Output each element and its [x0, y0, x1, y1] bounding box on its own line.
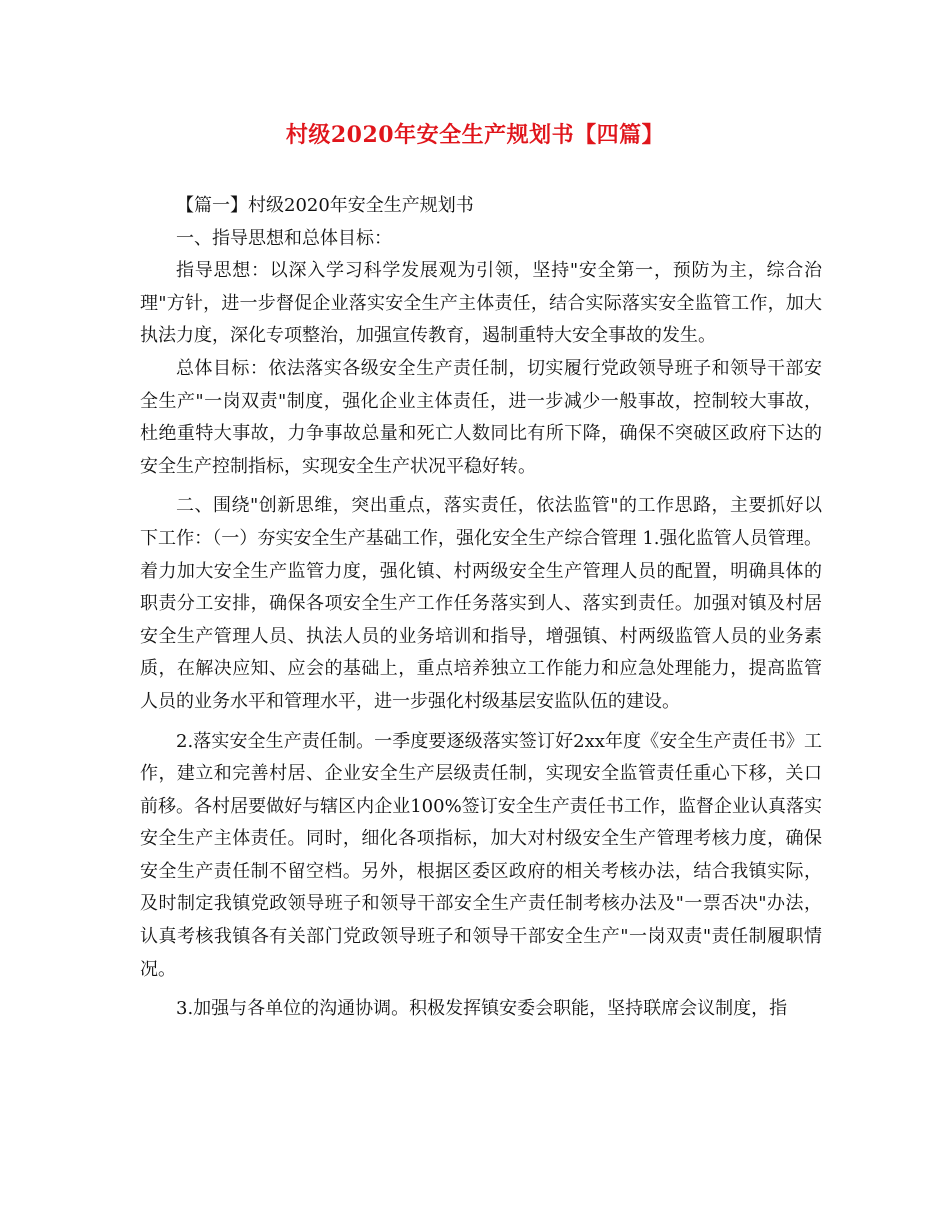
paragraph-work-ideas: 二、围绕"创新思维，突出重点，落实责任，依法监管"的工作思路，主要抓好以下工作：（一）夯实安全生产基础工作，强化安全生产综合管理 1.强化监管人员管理。着力加大安全生产监管力度，强化镇、村两级安全生产管理人员的配置，明确具体的职责分工安排，确保各项安全生产工作任务落实到人、落实到责任。加强对镇及村居安全生产管理人员、执法人员的业务培训和指导，增强镇、村两级监管人员的业务素质，在解决应知、应会的基础上，重点培养独立工作能力和应急处理能力，提高监管人员的业务水平和管理水平，进一步强化村级基层安监队伍的建设。 [140, 495, 822, 712]
section-heading: 【篇一】村级2020年安全生产规划书 [176, 195, 474, 216]
document-body [140, 190, 822, 1033]
paragraph-guiding-thought: 指导思想：以深入学习科学发展观为引领，坚持"安全第一，预防为主，综合治理"方针，进一步督促企业落实安全生产主体责任，结合实际落实安全监管工作，加大执法力度，深化专项整治，加强宣传教育，遏制重特大安全事故的发生。 [140, 260, 822, 347]
document-title: 村级2020年安全生产规划书【四篇】 [285, 122, 665, 148]
paragraph-responsibility-system: 2.落实安全生产责任制。一季度要逐级落实签订好2xx年度《安全生产责任书》工作，建立和完善村居、企业安全生产层级责任制，实现安全监管责任重心下移，关口前移。各村居要做好与辖区内企业100%签订安全生产责任书工作，监督企业认真落实安全生产主体责任。同时，细化各项指标，加大对村级安全生产管理考核力度，确保安全生产责任制不留空档。另外，根据区委区政府的相关考核办法，结合我镇实际，及时制定我镇党政领导班子和领导干部安全生产责任制考核办法及"一票否决"办法，认真考核我镇各有关部门党政领导班子和领导干部安全生产"一岗双责"责任制履职情况。 [140, 730, 822, 980]
paragraph-overall-goal: 总体目标：依法落实各级安全生产责任制，切实履行党政领导班子和领导干部安全生产"一岗双责"制度，强化企业主体责任，进一步减少一般事故，控制较大事故，杜绝重特大事故，力争事故总量和死亡人数同比有所下降，确保不突破区政府下达的安全生产控制指标，实现安全生产状况平稳好转。 [140, 357, 822, 477]
subsection-heading: 一、指导思想和总体目标： [176, 227, 392, 249]
paragraph-coordination: 3.加强与各单位的沟通协调。积极发挥镇安委会职能，坚持联席会议制度，指 [176, 998, 788, 1020]
